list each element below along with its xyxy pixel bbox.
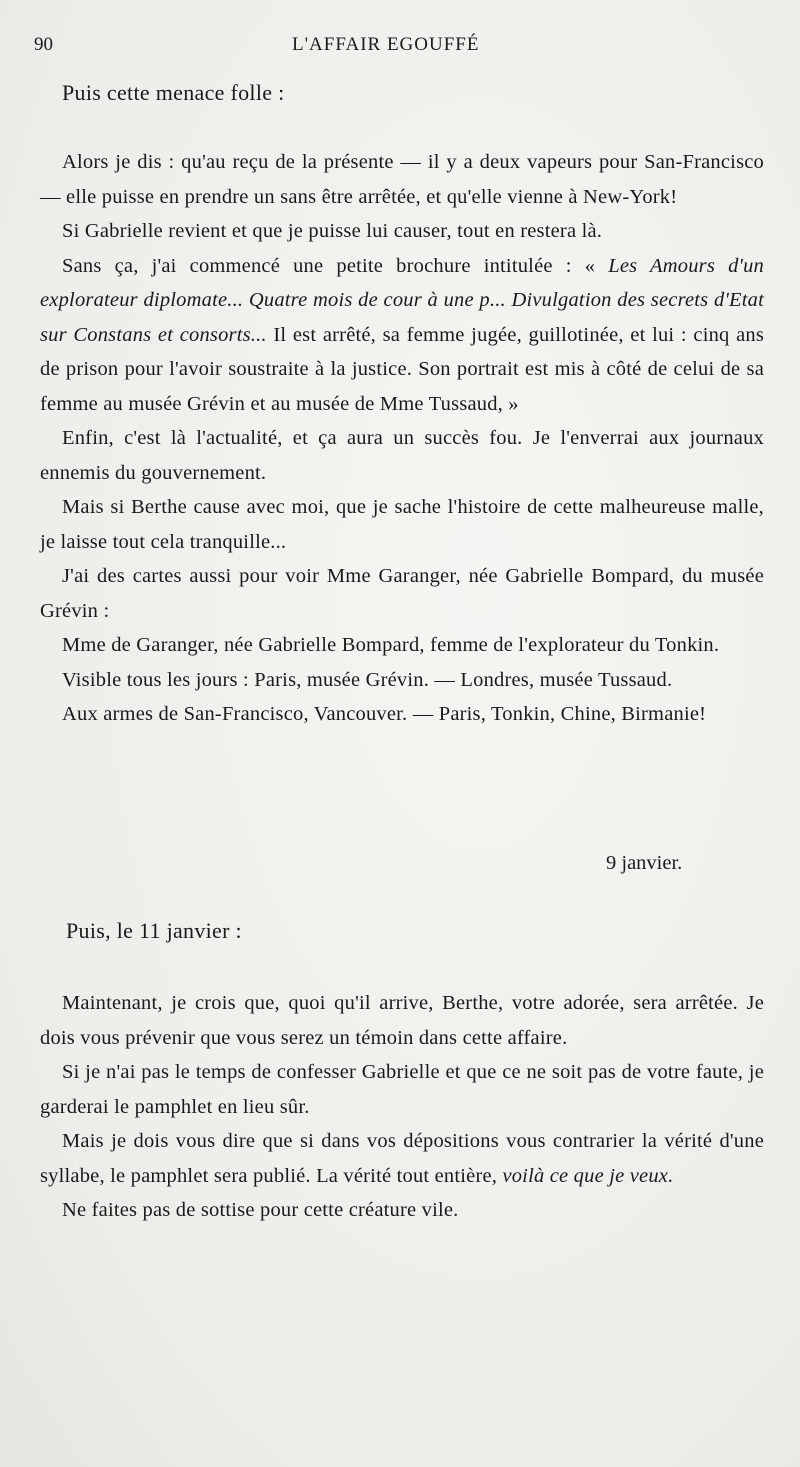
paragraph: Mme de Garanger, née Gabrielle Bompard, femme de l'explorateur du Tonkin. [62,634,720,656]
letter-block-2 [40,986,764,1228]
paragraph: Enfin, c'est là l'actualité, et ça aura un succès fou. Je l'enverrai aux journaux ennemis du gouvernement. [40,427,764,484]
paragraph-text: Il est arrêté, sa femme jugée, guillotinée, et lui : cinq ans de prison pour l'avoir soustraite à la justice. Son portrait est mis à côté de celui de sa femme au musée Grévin et au musée de Mme Tussaud, » [40,323,765,415]
paragraph-text: Sans ça, j'ai commencé une petite brochure intitulée : « [62,254,609,277]
paragraph: Si Gabrielle revient et que je puisse lui causer, tout en restera là. [62,220,603,242]
paragraph-text: Mais je dois vous dire que si dans vos dépositions vous contrarier la vérité d'une syllabe, le pamphlet sera publié. La vérité tout entière, [40,1130,764,1187]
italic-phrase: voilà ce que je veux. [502,1164,674,1187]
italic-title: Les Amours d'un explorateur diplomate... Quatre mois de cour à une p... Divulgation des secrets d'Etat sur Constans et consorts... [40,254,764,346]
page-number: 90 [34,34,53,55]
paragraph: Ne faites pas de sottise pour cette créature vile. [62,1199,459,1221]
paragraph [40,1124,764,1193]
paragraph: Visible tous les jours : Paris, musée Grévin. — Londres, musée Tussaud. [62,668,673,691]
paragraph: Alors je dis : qu'au reçu de la présente — il y a deux vapeurs pour San-Francisco — elle puisse en prendre un sans être arrêtée, et qu'elle vienne à New-York! [40,151,764,208]
intro-line-2: Puis, le 11 janvier : [66,918,242,943]
letter-date: 9 janvier. [606,852,683,874]
paragraph: Maintenant, je crois que, quoi qu'il arrive, Berthe, votre adorée, sera arrêtée. Je dois vous prévenir que vous serez un témoin dans cette affaire. [40,992,764,1049]
paragraph: Si je n'ai pas le temps de confesser Gabrielle et que ce ne soit pas de votre faute, je garderai le pamphlet en lieu sûr. [40,1061,764,1118]
page-header [34,34,766,58]
paragraph: Aux armes de San-Francisco, Vancouver. — Paris, Tonkin, Chine, Birmanie! [62,703,707,725]
letter-block-1 [40,145,764,732]
running-title: L'AFFAIR EGOUFFÉ [292,34,480,55]
paragraph: Mais si Berthe cause avec moi, que je sache l'histoire de cette malheureuse malle, je laisse tout cela tranquille... [40,496,764,553]
paragraph: J'ai des cartes aussi pour voir Mme Garanger, née Gabrielle Bompard, du musée Grévin : [40,565,764,622]
intro-line-1: Puis cette menace folle : [62,80,285,105]
paragraph [40,249,764,422]
